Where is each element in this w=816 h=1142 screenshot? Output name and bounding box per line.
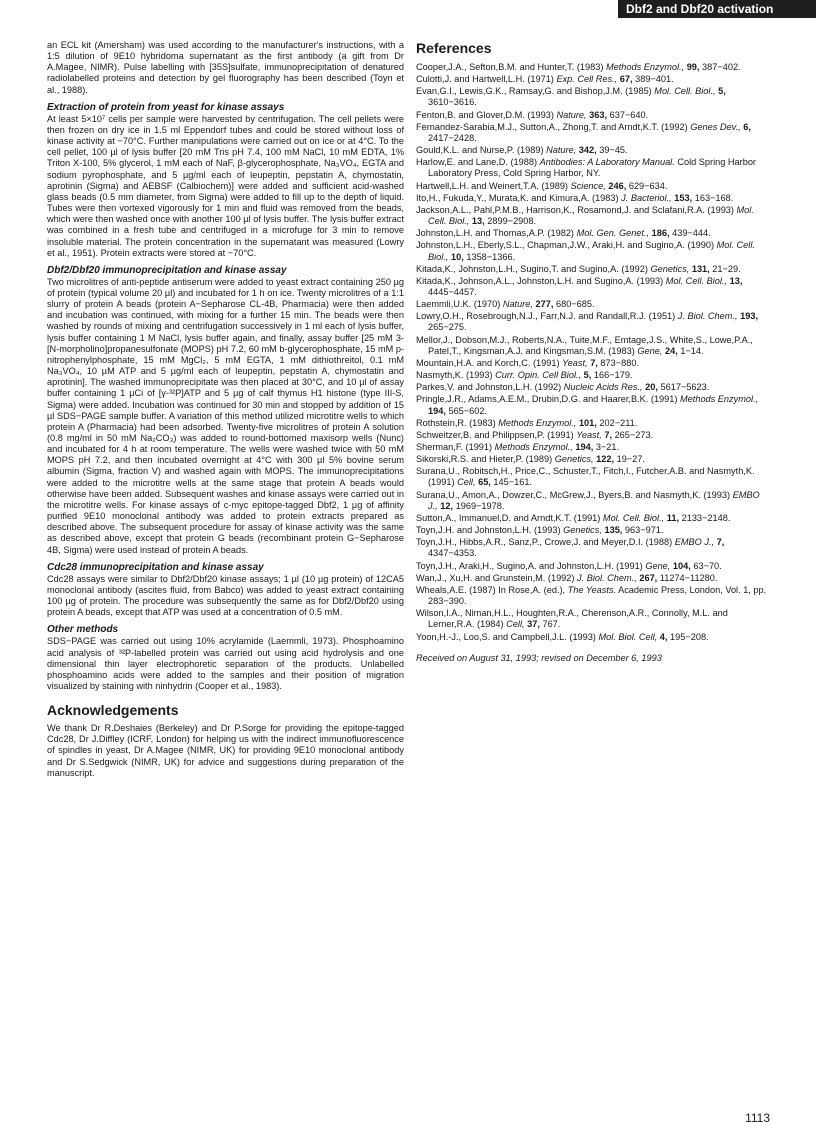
reference-pages: 4347−4353. xyxy=(428,548,477,559)
reference-volume: 11, xyxy=(666,512,680,523)
reference-journal: Mol. Cell. Biol., xyxy=(665,275,728,286)
section-text: Cdc28 assays were similar to Dbf2/Dbf20 kinase assays; 1 µl (10 µg protein) of 12CA5 monoclonal antibody (ascites fluid, from Babco) was added to yeast extract containing 100 µg of protein. The procedure was subsequently the same as for Dbf2/Dbf20 using protein A beads, except that ATP was used at a concentration of 0.5 mM. xyxy=(47,573,404,618)
reference-journal: Methods Enzymol., xyxy=(680,394,759,405)
reference-volume: 267, xyxy=(639,572,658,583)
reference-item xyxy=(416,561,771,572)
reference-authors: Ito,H., Fukuda,Y., Murata,K. and Kimura,A. (1983) xyxy=(416,192,619,203)
reference-authors: Gould,K.L. and Nurse,P. (1989) xyxy=(416,145,544,156)
reference-volume: 67, xyxy=(619,74,633,85)
reference-volume: 194, xyxy=(575,442,594,452)
reference-item xyxy=(416,394,771,416)
reference-journal: Methods Enzymol., xyxy=(494,442,573,452)
reference-volume: 7, xyxy=(590,357,598,368)
reference-volume: 4, xyxy=(659,631,668,642)
reference-journal: Cell, xyxy=(457,477,476,488)
reference-volume: 277, xyxy=(535,299,554,310)
running-header-text: Dbf2 and Dbf20 activation xyxy=(626,2,774,16)
reference-authors: Kitada,K., Johnson,A.L., Johnston,L.H. and Sugino,A. (1993) xyxy=(416,275,664,286)
reference-pages: 19−27. xyxy=(616,454,645,465)
reference-journal: Genetics, xyxy=(554,454,594,465)
reference-volume: 131, xyxy=(691,263,710,274)
reference-journal: Mol. Cell. Biol., xyxy=(428,204,754,227)
reference-item xyxy=(416,205,771,227)
reference-volume: 6, xyxy=(743,121,751,132)
section-text: SDS−PAGE was carried out using 10% acrylamide (Laemmli, 1973). Phosphoamino acid analysis of ³²P-labelled protein was carried out using acid hydrolysis and one dimensional thin layer electrophoretic separation of the products. Unlabelled phosphoamino acids were added to the samples and their position of migration visualized by staining with ninhydrin (Cooper et al., 1983). xyxy=(47,636,404,691)
reference-item xyxy=(416,74,771,85)
reference-authors: Kitada,K., Johnston,L.H., Sugino,T. and Sugino,A. (1992) xyxy=(416,263,648,274)
reference-pages: 11274−11280. xyxy=(659,572,718,583)
reference-item xyxy=(416,513,771,524)
reference-item xyxy=(416,608,771,630)
reference-authors: Wan,J., Xu,H. and Grunstein,M. (1992) xyxy=(416,572,575,583)
reference-journal: Gene, xyxy=(645,560,671,571)
reference-pages: 963−971. xyxy=(624,525,664,536)
left-column xyxy=(47,40,404,779)
reference-journal: EMBO J., xyxy=(674,537,715,548)
reference-volume: 37, xyxy=(527,619,540,630)
reference-pages: 2899−2908. xyxy=(487,216,537,227)
reference-item xyxy=(416,193,771,204)
reference-pages: 4445−4457. xyxy=(428,286,477,297)
reference-pages: 202−211. xyxy=(599,417,638,428)
reference-authors: Surana,U., Amon,A., Dowzer,C., McGrew,J., Byers,B. and Nasmyth,K. (1993) xyxy=(416,489,731,500)
references-heading: References xyxy=(416,40,492,56)
reference-journal: Mol. Cell. Biol., xyxy=(428,240,755,262)
reference-item xyxy=(416,276,771,298)
reference-item xyxy=(416,442,771,453)
reference-journal: Genetics, xyxy=(650,263,690,274)
reference-item xyxy=(416,145,771,156)
reference-journal: Exp. Cell Res., xyxy=(556,74,618,85)
section-heading: Other methods xyxy=(47,624,119,636)
reference-journal: Mol. Cell. Biol., xyxy=(602,512,665,523)
reference-item xyxy=(416,335,771,357)
reference-pages: 2417−2428. xyxy=(428,132,477,143)
reference-authors: Mountain,H.A. and Korch,C. (1991) xyxy=(416,357,560,368)
reference-journal: EMBO J., xyxy=(428,489,760,511)
reference-journal: Methods Enzymol., xyxy=(605,62,685,72)
reference-journal: Antibodies: A Laboratory Manual. xyxy=(539,157,675,168)
reference-item xyxy=(416,490,771,512)
reference-pages: 1358−1366. xyxy=(466,251,516,262)
reference-authors: Hartwell,L.H. and Weinert,T.A. (1989) xyxy=(416,180,568,191)
reference-journal: Gene, xyxy=(637,345,663,356)
reference-item xyxy=(416,62,771,73)
reference-volume: 7, xyxy=(716,537,725,548)
page-number: 1113 xyxy=(745,1111,770,1125)
reference-item xyxy=(416,585,771,607)
reference-volume: 13, xyxy=(729,275,743,286)
reference-pages: 265−273. xyxy=(614,429,654,440)
reference-authors: Lowry,O.H., Rosebrough,N.J., Farr,N.J. and Randall,R.J. (1951) xyxy=(416,311,676,322)
reference-volume: 246, xyxy=(608,180,627,191)
reference-journal: J. Biol. Chem., xyxy=(577,572,637,583)
reference-journal: J. Bacteriol., xyxy=(621,192,672,203)
reference-pages: 63−70. xyxy=(693,560,722,571)
reference-authors: Fernandez-Sarabia,M.J., Sutton,A., Zhong,T. and Arndt,K.T. (1992) xyxy=(416,121,688,132)
reference-item xyxy=(416,264,771,275)
reference-journal: Mol. Gen. Genet., xyxy=(576,228,650,239)
reference-item xyxy=(416,240,771,262)
reference-journal: Nature, xyxy=(556,109,587,120)
reference-journal: Nature, xyxy=(546,145,577,156)
reference-item xyxy=(416,418,771,429)
reference-item xyxy=(416,573,771,584)
reference-authors: Pringle,J.R., Adams,A.E.M., Drubin,D.G. and Haarer,B.K. (1991) xyxy=(416,394,678,405)
reference-journal: Yeast, xyxy=(562,357,588,368)
reference-item xyxy=(416,537,771,559)
reference-authors: Wheals,A.E. (1987) In Rose,A. (ed.), xyxy=(416,584,566,595)
reference-journal: Genes Dev., xyxy=(690,121,741,132)
reference-authors: Sherman,F. (1991) xyxy=(416,442,493,452)
reference-item xyxy=(416,525,771,536)
reference-item xyxy=(416,110,771,121)
reference-volume: 342, xyxy=(578,145,597,156)
reference-authors: Cooper,J.A., Sefton,B.M. and Hunter,T. (1983) xyxy=(416,62,604,72)
reference-item xyxy=(416,311,771,333)
reference-authors: Culotti,J. and Hartwell,L.H. (1971) xyxy=(416,74,554,85)
reference-volume: 5, xyxy=(583,370,592,381)
reference-item xyxy=(416,86,771,108)
reference-item xyxy=(416,122,771,144)
section-heading: Cdc28 immunoprecipitation and kinase assay xyxy=(47,561,264,573)
reference-item xyxy=(416,358,771,369)
acknowledgements-text: We thank Dr R.Deshaies (Berkeley) and Dr P.Sorge for providing the epitope-tagged Cdc28, Dr J.Diffley (ICRF, London) for helping us with the indirect immunofluorescence of spindles in yeast, Dr A.Magee (NIMR, UK) for providing 9E10 monoclonal antibody and Dr S.Sedgwick (NIMR, UK) for advice and suggestions during preparation of the manuscript. xyxy=(47,723,404,778)
reference-pages: 389−401. xyxy=(635,74,674,85)
reference-authors: Fenton,B. and Glover,D.M. (1993) xyxy=(416,109,554,120)
reference-journal: Nucleic Acids Res., xyxy=(563,382,643,393)
reference-authors: Johnston,L.H., Eberly,S.L., Chapman,J.W., Araki,H. and Sugino,A. (1990) xyxy=(416,240,715,251)
reference-pages: 5617−5623. xyxy=(660,382,710,393)
reference-item xyxy=(416,454,771,465)
reference-pages: 2133−2148. xyxy=(681,512,731,523)
reference-volume: 104, xyxy=(672,560,691,571)
reference-journal: Mol. Cell. Biol., xyxy=(654,86,716,97)
reference-authors: Mellor,J., Dobson,M.J., Roberts,N.A., Tuite,M.F., Emtage,J.S., White,S., Lowe,P.A., Patel,T., Kingsman,A.J. and Kingsman,S.M. (1983) xyxy=(416,334,753,356)
section-text: Two microlitres of anti-peptide antiserum were added to yeast extract containing 250 µg of protein (typical volume 20 µl) and incubated for 1 h on ice. Twenty microlitres of a 1:1 slurry of protein A beads (protein A−Sepharose CL-4B, Pharmacia) were then added and incubation was continued, with mixing for a further 15 min. The beads were then washed by rounds of mixing and centrifugation successively in 1 ml each of lysis buffer, lysis buffer containing 1 M NaCl, lysis buffer again, and finally, assay buffer [25 mM 3-[N-morpholino]propanesulfonate (MOPS) pH 7.2, 60 mM b-glycerophosphate, 15 mM p-nitrophenylphosphate, 15 mM MgCl₂, 5 mM EGTA, 1 mM dithiothreitol, 0.1 mM Na₃VO₄, 10 µM ATP and 5 µg/ml each of leupeptin, pepstatin A, chymostatin and aprotinin]. The washed immunoprecipitate was then placed at 30°C, and 10 µl of assay buffer containing 1 µCi of [γ-³²P]ATP and 5 µg of calf thymus H1 histone (type III-S, Sigma) were added. Incubation was continued for 30 min and stopped by addition of 15 µl SDS−PAGE sample buffer. A variation of this method utilized microtitre wells to which protein A (Pharmacia) had been adsorbed. Twenty-five microlitres of protein A solution (0.8 mg/ml in 50 mM Na₂CO₃) was added to round-bottomed maxisorp wells (Nunc) and incubated for 4 h at room temperature. The wells were washed twice with 50 mM MOPS pH 7.2, and then incubated overnight at 4°C with 300 µl 5% bovine serum albumin (Sigma, fraction V) and washed again with MOPS. The immunoprecipitations were added to the microtitre wells at the same stage that protein A beads would otherwise have been added. Subsequent washes and kinase assays were carried out in the microtitre wells. For kinase assays of c-myc epitope-tagged Dbf2, 1 µg of affinity purified 9E10 monoclonal antibody was added to protein extracts prepared as described above. The subsequent procedure for assay of kinase activity was the same as described above, except that protein G beads (recombinant protein G−Sepharose 4B, Sigma) were used instead of protein A beads. xyxy=(47,276,405,555)
reference-item xyxy=(416,430,771,441)
reference-journal: Genetics, xyxy=(563,525,602,536)
reference-journal: Nature, xyxy=(502,299,533,310)
reference-journal: Science, xyxy=(570,180,606,191)
reference-authors: Sutton,A., Immanuel,D. and Arndt,K.T. (1991) xyxy=(416,512,601,523)
reference-authors: Rothstein,R. (1983) xyxy=(416,417,496,428)
reference-volume: 7, xyxy=(604,429,612,440)
reference-pages: 163−168. xyxy=(694,192,734,203)
reference-journal: Mol. Biol. Cell, xyxy=(598,631,658,642)
reference-volume: 186, xyxy=(651,228,670,239)
reference-pages: 1−14. xyxy=(680,345,704,356)
reference-item xyxy=(416,466,771,488)
reference-authors: Harlow,E. and Lane,D. (1988) xyxy=(416,157,538,168)
reference-pages: 629−634. xyxy=(628,180,668,191)
reference-volume: 153, xyxy=(674,192,693,203)
reference-list xyxy=(416,62,771,643)
reference-authors: Jackson,A.L., Pahl,P.M.B., Harrison,K., Rosamond,J. and Sclafani,R.A. (1993) xyxy=(416,204,734,215)
reference-pages: 265−275. xyxy=(428,322,467,333)
reference-volume: 24, xyxy=(664,345,678,356)
reference-authors: Johnston,L.H. and Thomas,A.P. (1982) xyxy=(416,228,574,239)
reference-pages: Cold Spring Harbor Laboratory Press, Cold Spring Harbor, NY. xyxy=(428,157,756,179)
reference-item xyxy=(416,299,771,310)
reference-pages: 3−21. xyxy=(595,442,620,452)
received-dates: Received on August 31, 1993; revised on December 6, 1993 xyxy=(416,652,662,663)
reference-volume: 122, xyxy=(596,454,615,465)
reference-authors: Surana,U., Robitsch,H., Price,C., Schuster,T., Fitch,I., Futcher,A.B. and Nasmyth,K. (1991) xyxy=(416,466,755,488)
reference-volume: 5, xyxy=(718,86,726,97)
reference-volume: 13, xyxy=(471,216,485,227)
reference-pages: 387−402. xyxy=(702,62,741,72)
section-heading: Extraction of protein from yeast for kinase assays xyxy=(47,101,285,113)
reference-journal: Methods Enzymol., xyxy=(498,417,577,428)
reference-authors: Toyn,J.H., Araki,H., Sugino,A. and Johnston,L.H. (1991) xyxy=(416,560,643,571)
reference-authors: Wilson,I.A., Niman,H.L., Houghten,R.A., Cherenson,A.R., Connolly, M.L. and Lerner,R.A. (1984) xyxy=(416,608,728,630)
reference-pages: 565−602. xyxy=(448,405,488,416)
reference-volume: 10, xyxy=(451,251,464,262)
reference-pages: 1969−1978. xyxy=(455,500,505,511)
reference-volume: 135, xyxy=(604,525,623,536)
reference-volume: 99, xyxy=(686,62,700,72)
reference-authors: Parkes,V. and Johnston,L.H. (1992) xyxy=(416,382,562,393)
reference-volume: 101, xyxy=(578,417,597,428)
reference-pages: 3610−3616. xyxy=(428,97,477,108)
reference-journal: The Yeasts. xyxy=(567,584,617,595)
reference-authors: Yoon,H.-J., Loo,S. and Campbell,J.L. (1993) xyxy=(416,631,596,642)
reference-pages: 145−161. xyxy=(493,477,532,488)
reference-pages: 767. xyxy=(542,619,561,630)
reference-volume: 65, xyxy=(478,477,491,488)
reference-item xyxy=(416,181,771,192)
reference-volume: 20, xyxy=(645,382,658,393)
reference-journal: Curr. Opin. Cell Biol., xyxy=(495,370,582,381)
reference-authors: Toyn,J.H., Hibbs,A.R., Sanz,P., Crowe,J. and Meyer,D.I. (1988) xyxy=(416,537,673,548)
reference-volume: 194, xyxy=(428,405,446,416)
running-header xyxy=(618,0,816,18)
reference-journal: Yeast, xyxy=(576,429,602,440)
reference-authors: Sikorski,R.S. and Hieter,P. (1989) xyxy=(416,454,553,465)
reference-authors: Schweitzer,B. and Philippsen,P. (1991) xyxy=(416,429,574,440)
reference-pages: 637−640. xyxy=(609,109,649,120)
reference-pages: 873−880. xyxy=(600,357,639,368)
section-heading: Dbf2/Dbf20 immunoprecipitation and kinase assay xyxy=(47,264,287,276)
reference-item xyxy=(416,370,771,381)
reference-volume: 12, xyxy=(440,500,454,511)
reference-pages: 21−29. xyxy=(712,263,741,274)
reference-authors: Laemmli,U.K. (1970) xyxy=(416,299,501,310)
references-column xyxy=(416,40,771,664)
reference-item xyxy=(416,382,771,393)
reference-authors: Evan,G.I., Lewis,G.K., Ramsay,G. and Bishop,J.M. (1985) xyxy=(416,86,652,97)
reference-pages: Academic Press, London, Vol. 1, pp. 283−390. xyxy=(428,584,767,607)
reference-volume: 193, xyxy=(740,311,758,322)
reference-volume: 363, xyxy=(589,109,608,120)
reference-authors: Toyn,J.H. and Johnston,L.H. (1993) xyxy=(416,525,561,536)
reference-authors: Nasmyth,K. (1993) xyxy=(416,370,493,381)
reference-pages: 439−444. xyxy=(672,228,711,239)
reference-pages: 195−208. xyxy=(670,631,709,642)
section-text: At least 5×10⁷ cells per sample were harvested by centrifugation. The cell pellets were then frozen on dry ice in 1.5 ml Eppendorf tubes and could be stored without loss of kinase activity at −70°C. Further manipulations were carried out on ice or at 4°C. To the cell pellet, 100 µl of lysis buffer [20 mM Tris pH 7.4, 100 mM NaCl, 10 mM EDTA, 1% Triton X-100, 5% glycerol, 1 mM each of NaF, β-glycerophosphate, Na₃VO₄, EGTA and sodium pyrophosphate, and 5 µg/ml each of leupeptin, pepstatin A, chymostatin, aprotinin (Sigma) and AEBSF (Calbiochem)] were added and sufficient acid-washed glass beads (0.5 mm diameter, from Sigma) were added to fill up to the depth of liquid. Tubes were then vortexed vigorously for 1 min and fluid was removed from the beads, which were then washed once with another 100 µl of lysis buffer. The lysis buffer extract was combined in a fresh tube and centrifuged in a microfuge for 3 min to remove insoluble material. The protein concentration in the supernatant was measured (Lowry et al., 1951). Protein extracts were stored at −70°C. xyxy=(47,113,404,258)
reference-item xyxy=(416,157,771,179)
reference-pages: 680−685. xyxy=(555,299,595,310)
acknowledgements-heading: Acknowledgements xyxy=(47,702,179,719)
reference-pages: 39−45. xyxy=(599,145,628,156)
intro-paragraph: an ECL kit (Amersham) was used according to the manufacturer's instructions, with a 1:5 dilution of 9E10 hybridoma supernatant as the first antibody (a gift from Dr A.Magee, NIMR). Pulse labelling with [35S]sulfate, immunoprecipitation of denatured radiolabelled proteins and detection by gel fluorography has been described (Toyn et al., 1988). xyxy=(47,40,404,95)
reference-journal: J. Biol. Chem., xyxy=(677,311,738,322)
reference-journal: Cell, xyxy=(506,619,525,630)
reference-pages: 166−179. xyxy=(593,370,633,381)
reference-item xyxy=(416,632,771,643)
reference-item xyxy=(416,228,771,239)
